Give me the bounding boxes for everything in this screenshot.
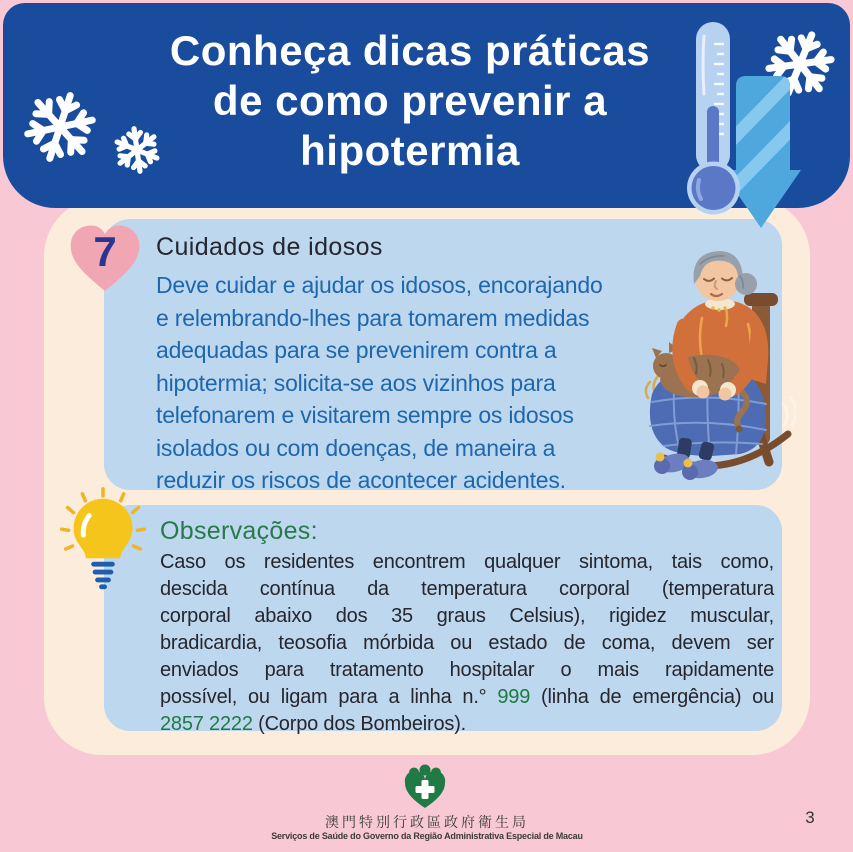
card-heading: Cuidados de idosos bbox=[156, 233, 383, 261]
title-line: Conheça dicas práticas bbox=[169, 27, 651, 74]
emergency-number: 999 bbox=[497, 686, 531, 708]
card-observations bbox=[104, 505, 782, 735]
page-number: 3 bbox=[805, 808, 815, 827]
heart-icon bbox=[66, 222, 144, 296]
card-heading: Observações: bbox=[160, 517, 318, 545]
page-title bbox=[110, 26, 710, 176]
lightbulb-icon bbox=[58, 486, 150, 606]
tip-number: 7 bbox=[93, 228, 117, 275]
health-bureau-logo bbox=[401, 764, 449, 810]
footer-portuguese-name: Serviços de Saúde do Governo da Região Administrativa Especial de Macau bbox=[271, 831, 583, 841]
footer-chinese-name: 澳門特別行政區政府衛生局 bbox=[325, 814, 529, 830]
fire-brigade-number: 2857 2222 bbox=[160, 713, 253, 735]
elderly-woman-illustration bbox=[636, 242, 796, 482]
card-body-text: Caso os residentes encontrem qualquer sintoma, tais como, descida contínua da temperatura corporal (temperatura corporal abaixo dos 35 graus Celsius), rigidez muscular, bradicardia, teosofia mórbida ou estado de coma, devem ser enviados para tratamento hospitalar o mais rapidamente possível, ou ligam para a linha n.° 999 (linha de emergência) ou 2857 2222 (Corpo dos Bombeiros). bbox=[160, 549, 774, 738]
snowflake-icon bbox=[20, 87, 100, 167]
title-line: hipotermia bbox=[300, 127, 520, 174]
fire-brigade-line: 2857 2222 (Corpo dos Bombeiros). bbox=[160, 713, 467, 735]
emergency-line: possível, ou ligam para a linha n.° 999 (linha de emergência) ou bbox=[160, 686, 774, 708]
card-body-text: Deve cuidar e ajudar os idosos, encorajando e relembrando-lhes para tomarem medidas adequadas para se prevenirem contra a hipotermia; solicita-se aos vizinhos para telefonarem e visitarem sempre os idosos isolados ou com doenças, de maneira a reduzir os riscos de acontecer acidentes. bbox=[156, 272, 603, 493]
title-line: de como prevenir a bbox=[212, 77, 608, 124]
